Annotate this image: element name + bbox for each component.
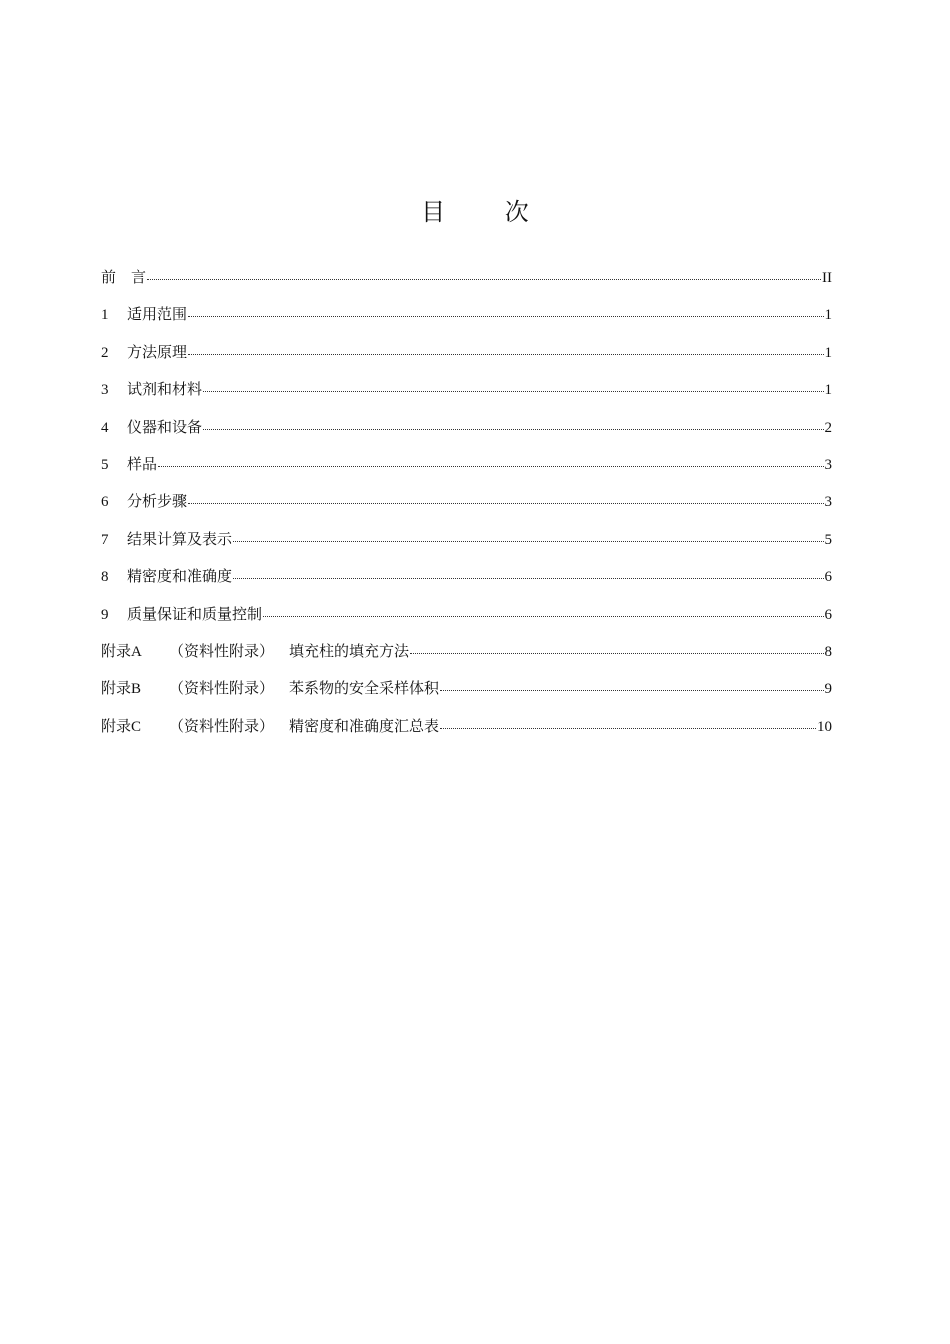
dot-leader — [203, 378, 823, 392]
toc-entry-label: 适用范围 — [127, 307, 188, 324]
toc-entry-page: 9 — [824, 681, 832, 698]
toc-entry-page: 5 — [824, 531, 832, 548]
toc-entry-number: 1 — [101, 307, 109, 324]
dot-leader — [440, 715, 816, 729]
toc-entry-appendix-a[interactable] — [101, 641, 832, 678]
dot-leader — [263, 603, 823, 617]
toc-title: 目 次 — [421, 198, 555, 226]
toc-entry-appendix-b[interactable] — [101, 678, 832, 715]
toc-entry-label: 仪器和设备 — [127, 419, 203, 436]
toc-entry-label: 质量保证和质量控制 — [127, 606, 263, 623]
toc-entry-foreword[interactable] — [101, 267, 832, 304]
toc-entry-number: 5 — [101, 456, 109, 473]
toc-entry-6[interactable] — [101, 491, 832, 528]
toc-entry-number: 4 — [101, 419, 109, 436]
dot-leader — [203, 416, 823, 430]
toc-entry-label: 结果计算及表示 — [127, 531, 233, 548]
toc-entry-1[interactable] — [101, 304, 832, 341]
toc-entry-3[interactable] — [101, 379, 832, 416]
toc-entry-label: 填充柱的填充方法 — [289, 643, 410, 660]
toc-entry-5[interactable] — [101, 454, 832, 491]
toc-entry-page: 3 — [824, 456, 832, 473]
toc-entry-number: 附录B — [101, 681, 142, 698]
toc-entry-label: 分析步骤 — [127, 494, 188, 511]
toc-entry-4[interactable] — [101, 417, 832, 454]
toc-entry-number: 8 — [101, 569, 109, 586]
toc-entry-number: 3 — [101, 382, 109, 399]
toc-entry-page: 6 — [824, 606, 832, 623]
dot-leader — [233, 565, 823, 579]
toc-entry-page: 8 — [824, 643, 832, 660]
toc-entry-appendix-c[interactable] — [101, 716, 832, 753]
toc-entry-label: 精密度和准确度汇总表 — [289, 718, 440, 735]
toc-entry-page: II — [822, 270, 832, 286]
dot-leader — [188, 341, 823, 355]
dot-leader — [233, 528, 823, 542]
toc-entry-page: 2 — [824, 419, 832, 436]
toc-entry-8[interactable] — [101, 566, 832, 603]
toc-entry-page: 6 — [824, 569, 832, 586]
toc-entry-number: 6 — [101, 494, 109, 511]
toc-entry-number: 2 — [101, 344, 109, 361]
toc-entry-label: 试剂和材料 — [127, 382, 203, 399]
toc-entry-page: 1 — [824, 382, 832, 399]
toc-entry-page: 3 — [824, 494, 832, 511]
toc-entry-number: 7 — [101, 531, 109, 548]
toc-entry-label: 方法原理 — [127, 344, 188, 361]
dot-leader — [158, 453, 823, 467]
toc-entry-label: 苯系物的安全采样体积 — [289, 681, 440, 698]
toc-entry-number: 附录C — [101, 718, 142, 735]
toc-entry-page: 1 — [824, 307, 832, 324]
toc-entry-9[interactable] — [101, 604, 832, 641]
toc-entry-label: 前 言 — [101, 270, 147, 286]
dot-leader — [410, 640, 823, 654]
dot-leader — [440, 677, 823, 691]
toc-entry-2[interactable] — [101, 342, 832, 379]
toc-list — [101, 267, 832, 753]
toc-entry-appendix-type: （资料性附录） — [169, 643, 275, 660]
toc-entry-label: 样品 — [127, 456, 158, 473]
toc-entry-number: 9 — [101, 606, 109, 623]
toc-entry-page: 10 — [817, 718, 832, 735]
dot-leader — [188, 490, 823, 504]
dot-leader — [188, 303, 823, 317]
toc-entry-page: 1 — [824, 344, 832, 361]
toc-entry-appendix-type: （资料性附录） — [169, 718, 275, 735]
toc-entry-number: 附录A — [101, 643, 142, 660]
dot-leader — [147, 266, 821, 280]
toc-entry-label: 精密度和准确度 — [127, 569, 233, 586]
toc-entry-7[interactable] — [101, 529, 832, 566]
toc-entry-appendix-type: （资料性附录） — [169, 681, 275, 698]
